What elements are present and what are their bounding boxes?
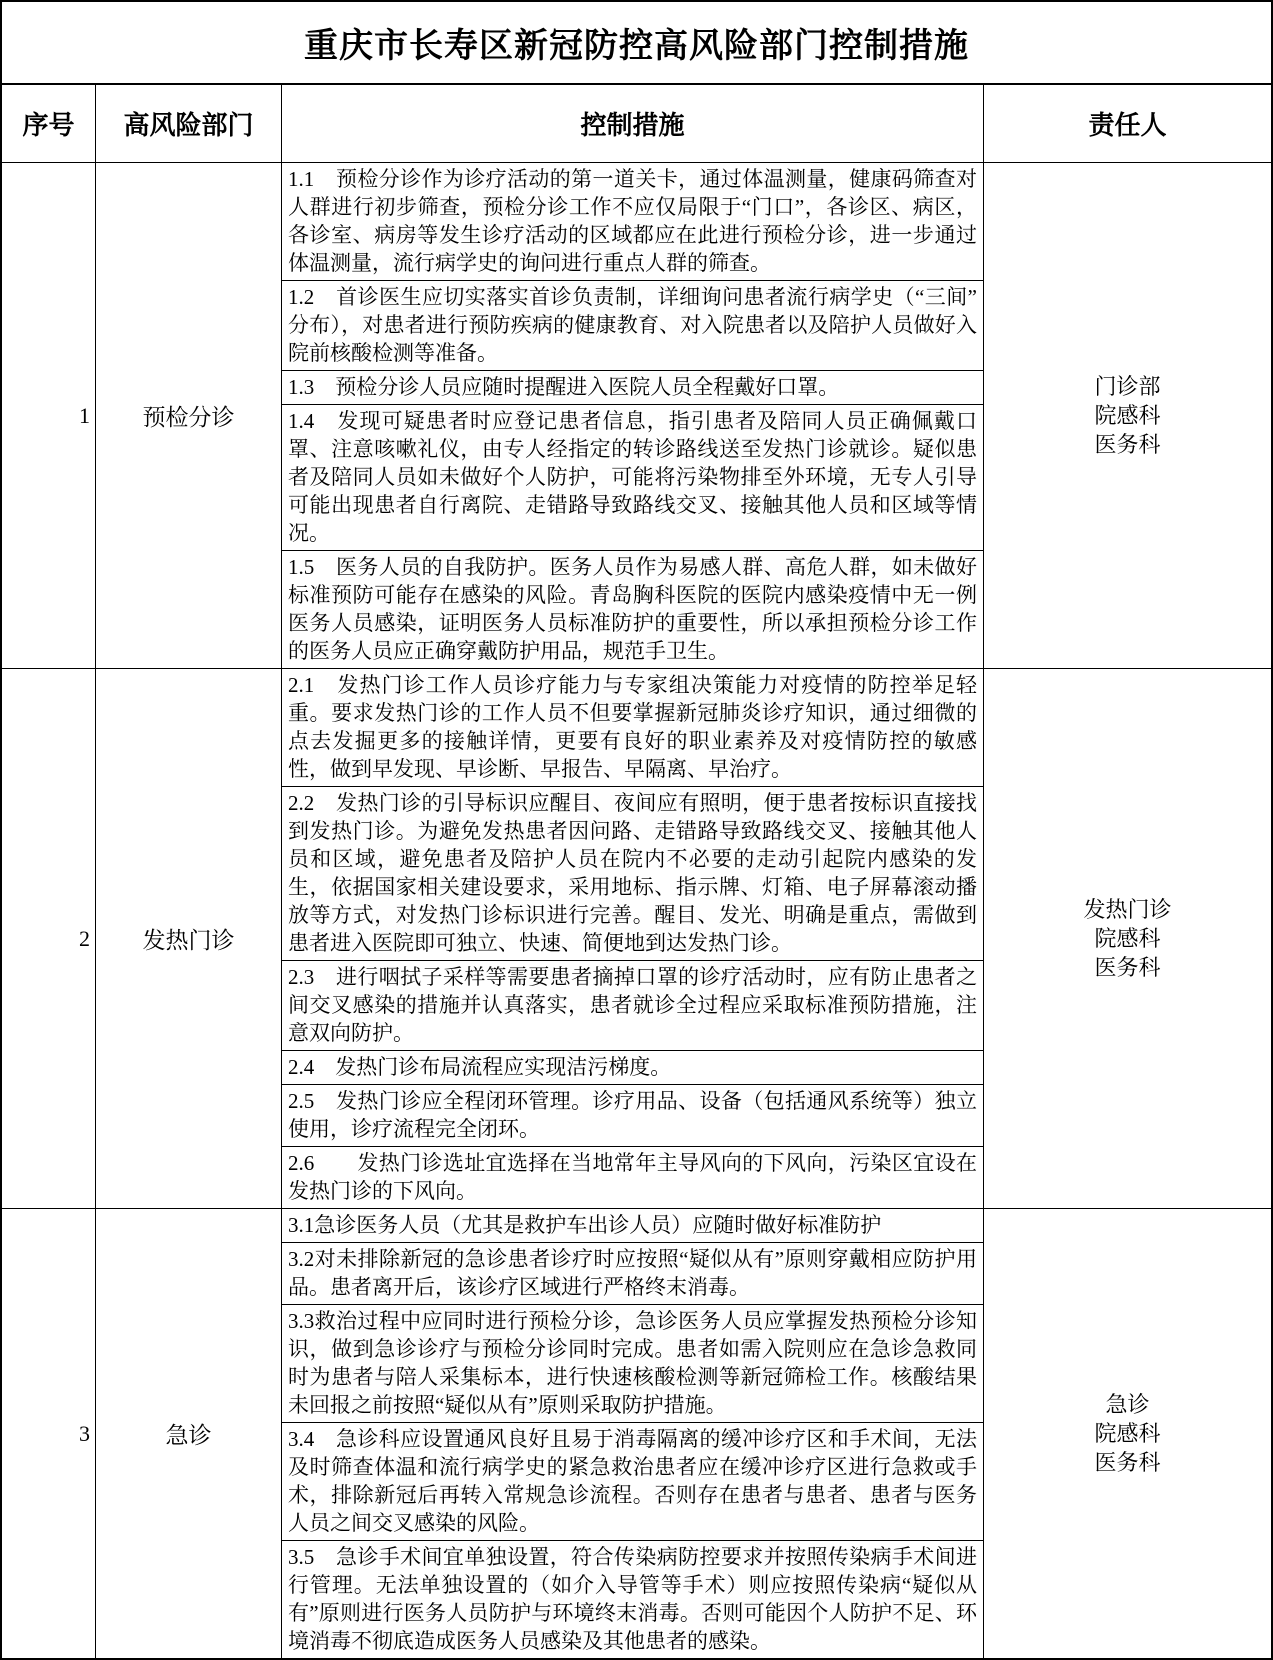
measure-item: 3.2对未排除新冠的急诊患者诊疗时应按照“疑似从有”原则穿戴相应防护用品。患者离开后，该诊疗区域进行严格终末消毒。: [282, 1242, 983, 1304]
row-responsible: [984, 163, 1271, 668]
row-department: 预检分诊: [96, 163, 282, 668]
responsible-line: 门诊部: [1094, 374, 1161, 399]
row-department: 急诊: [96, 1209, 282, 1658]
responsible-line: 医务科: [1094, 1450, 1161, 1475]
table-row: [2, 1208, 1271, 1658]
measure-item: 3.5 急诊手术间宜单独设置，符合传染病防控要求并按照传染病手术间进行管理。无法单独设置的（如介入导管等手术）则应按照传染病“疑似从有”原则进行医务人员防护与环境终末消毒。否则可能因个人防护不足、环境消毒不彻底造成医务人员感染及其他患者的感染。: [282, 1540, 983, 1658]
responsible-line: 医务科: [1094, 955, 1161, 980]
responsible-line: 院感科: [1094, 403, 1161, 428]
row-measures: [282, 669, 984, 1208]
responsible-line: 院感科: [1094, 1421, 1161, 1446]
table-header-row: [2, 85, 1271, 163]
measure-item: 3.3救治过程中应同时进行预检分诊，急诊医务人员应掌握发热预检分诊知识，做到急诊诊疗与预检分诊同时完成。患者如需入院则应在急诊急救同时为患者与陪人采集标本，进行快速核酸检测等新冠筛检工作。核酸结果未回报之前按照“疑似从有”原则采取防护措施。: [282, 1304, 983, 1422]
column-header-index: 序号: [2, 85, 96, 162]
measure-item: 1.1 预检分诊作为诊疗活动的第一道关卡，通过体温测量，健康码筛查对人群进行初步筛查，预检分诊工作不应仅局限于“门口”，各诊区、病区，各诊室、病房等发生诊疗活动的区域都应在此进行预检分诊，进一步通过体温测量，流行病学史的询问进行重点人群的筛查。: [288, 167, 977, 275]
row-responsible: [984, 669, 1271, 1208]
row-measures: [282, 1209, 984, 1658]
table-body: [2, 163, 1271, 1658]
column-header-responsible: 责任人: [1088, 111, 1167, 140]
table-row: [2, 163, 1271, 668]
row-index: 2: [2, 669, 96, 1208]
table-row: [2, 668, 1271, 1208]
measure-item: 2.6 发热门诊选址宜选择在当地常年主导风向的下风向，污染区宜设在发热门诊的下风向。: [282, 1146, 983, 1208]
measure-item: 2.1 发热门诊工作人员诊疗能力与专家组决策能力对疫情的防控举足轻重。要求发热门诊的工作人员不但要掌握新冠肺炎诊疗知识，通过细微的点去发掘更多的接触详情，更要有良好的职业素养及对疫情防控的敏感性，做到早发现、早诊断、早报告、早隔离、早治疗。: [288, 673, 977, 781]
responsible-line: 医务科: [1094, 432, 1161, 457]
measure-item: 3.1急诊医务人员（尤其是救护车出诊人员）应随时做好标准防护: [288, 1213, 882, 1237]
measure-item: 2.3 进行咽拭子采样等需要患者摘掉口罩的诊疗活动时，应有防止患者之间交叉感染的措施并认真落实，患者就诊全过程应采取标准预防措施，注意双向防护。: [282, 960, 983, 1050]
row-responsible: [984, 1209, 1271, 1658]
responsible-line: 发热门诊: [1083, 897, 1172, 922]
column-header-department: 高风险部门: [96, 85, 282, 162]
measure-item: 1.2 首诊医生应切实落实首诊负责制，详细询问患者流行病学史（“三间”分布），对患者进行预防疾病的健康教育、对入院患者以及陪护人员做好入院前核酸检测等准备。: [282, 280, 983, 370]
measure-item: 2.5 发热门诊应全程闭环管理。诊疗用品、设备（包括通风系统等）独立使用，诊疗流程完全闭环。: [282, 1084, 983, 1146]
measure-item: 1.3 预检分诊人员应随时提醒进入医院人员全程戴好口罩。: [282, 370, 983, 404]
row-index: 3: [2, 1209, 96, 1658]
responsible-line: 院感科: [1094, 926, 1161, 951]
row-department: 发热门诊: [96, 669, 282, 1208]
responsible-line: 急诊: [1105, 1392, 1150, 1417]
measure-item: 2.2 发热门诊的引导标识应醒目、夜间应有照明，便于患者按标识直接找到发热门诊。为避免发热患者因问路、走错路导致路线交叉、接触其他人员和区域，避免患者及陪护人员在院内不必要的走动引起院内感染的发生，依据国家相关建设要求，采用地标、指示牌、灯箱、电子屏幕滚动播放等方式，对发热门诊标识进行完善。醒目、发光、明确是重点，需做到患者进入医院即可独立、快速、简便地到达发热门诊。: [282, 786, 983, 960]
page-title: 重庆市长寿区新冠防控高风险部门控制措施: [2, 2, 1271, 85]
measure-item: 2.4 发热门诊布局流程应实现洁污梯度。: [282, 1050, 983, 1084]
measure-item: 1.4 发现可疑患者时应登记患者信息，指引患者及陪同人员正确佩戴口罩、注意咳嗽礼仪，由专人经指定的转诊路线送至发热门诊就诊。疑似患者及陪同人员如未做好个人防护，可能将污染物排至外环境，无专人引导可能出现患者自行离院、走错路导致路线交叉、接触其他人员和区域等情况。: [282, 404, 983, 550]
measure-item: 3.4 急诊科应设置通风良好且易于消毒隔离的缓冲诊疗区和手术间，无法及时筛查体温和流行病学史的紧急救治患者应在缓冲诊疗区进行急救或手术，排除新冠后再转入常规急诊流程。否则存在患者与患者、患者与医务人员之间交叉感染的风险。: [282, 1422, 983, 1540]
row-measures: [282, 163, 984, 668]
row-index: 1: [2, 163, 96, 668]
column-header-measures: 控制措施: [282, 85, 984, 162]
measure-item: 1.5 医务人员的自我防护。医务人员作为易感人群、高危人群，如未做好标准预防可能存在感染的风险。青岛胸科医院的医院内感染疫情中无一例医务人员感染，证明医务人员标准防护的重要性，所以承担预检分诊工作的医务人员应正确穿戴防护用品，规范手卫生。: [282, 550, 983, 668]
